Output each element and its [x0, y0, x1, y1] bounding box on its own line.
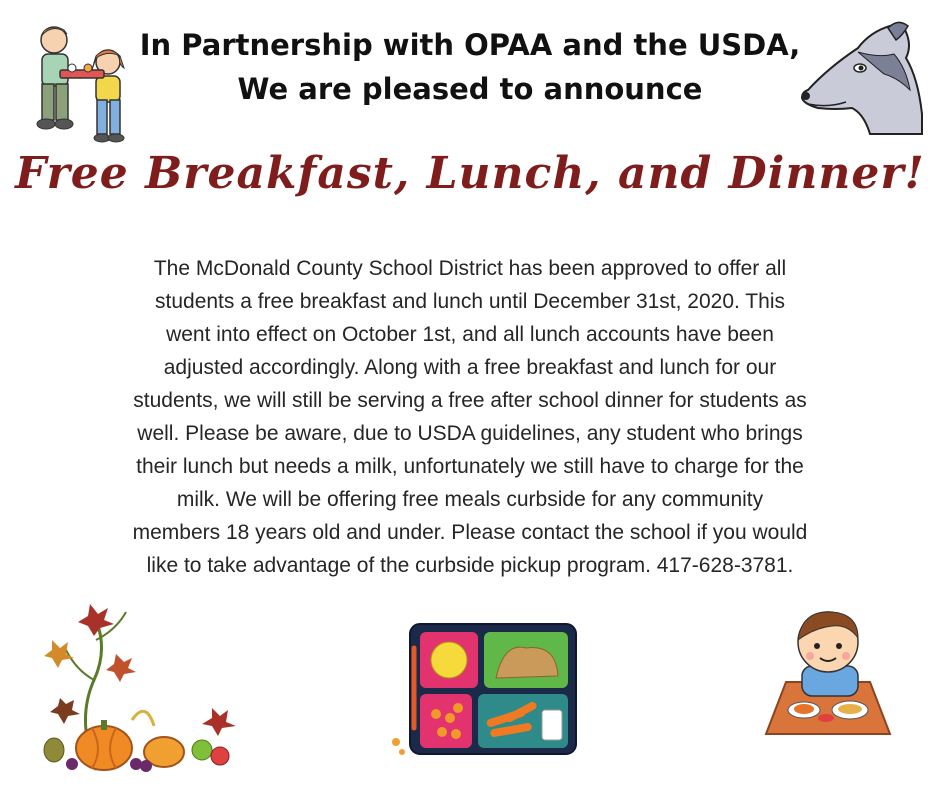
bento-lunchbox-icon: [386, 618, 582, 768]
header-line-1: In Partnership with OPAA and the USDA,: [139, 28, 801, 62]
body-line: adjusted accordingly. Along with a free breakfast and lunch for our: [163, 356, 777, 379]
body-line: The McDonald County School District has been approved to offer all: [153, 257, 787, 280]
body-line: went into effect on October 1st, and all lunch accounts have been: [166, 323, 774, 346]
body-line: like to take advantage of the curbside pickup program. 417-628-3781.: [146, 554, 794, 577]
body-line: their lunch but needs a milk, unfortunately we still have to charge for the: [136, 455, 804, 478]
body-line: well. Please be aware, due to USDA guidelines, any student who brings: [137, 422, 803, 445]
autumn-pumpkins-icon: [36, 600, 246, 772]
body-line: milk. We will be offering free meals curbside for any community: [176, 488, 764, 511]
body-line: students a free breakfast and lunch until December 31st, 2020. This: [155, 290, 785, 313]
announcement-body: [74, 252, 866, 582]
body-line: students, we will still be serving a free after school dinner for students as: [133, 389, 807, 412]
body-line: members 18 years old and under. Please contact the school if you would: [132, 521, 808, 544]
header-line-2: We are pleased to announce: [237, 72, 703, 106]
headline-free-meals: Free Breakfast, Lunch, and Dinner!: [15, 148, 925, 199]
boy-eating-icon: [762, 606, 896, 740]
